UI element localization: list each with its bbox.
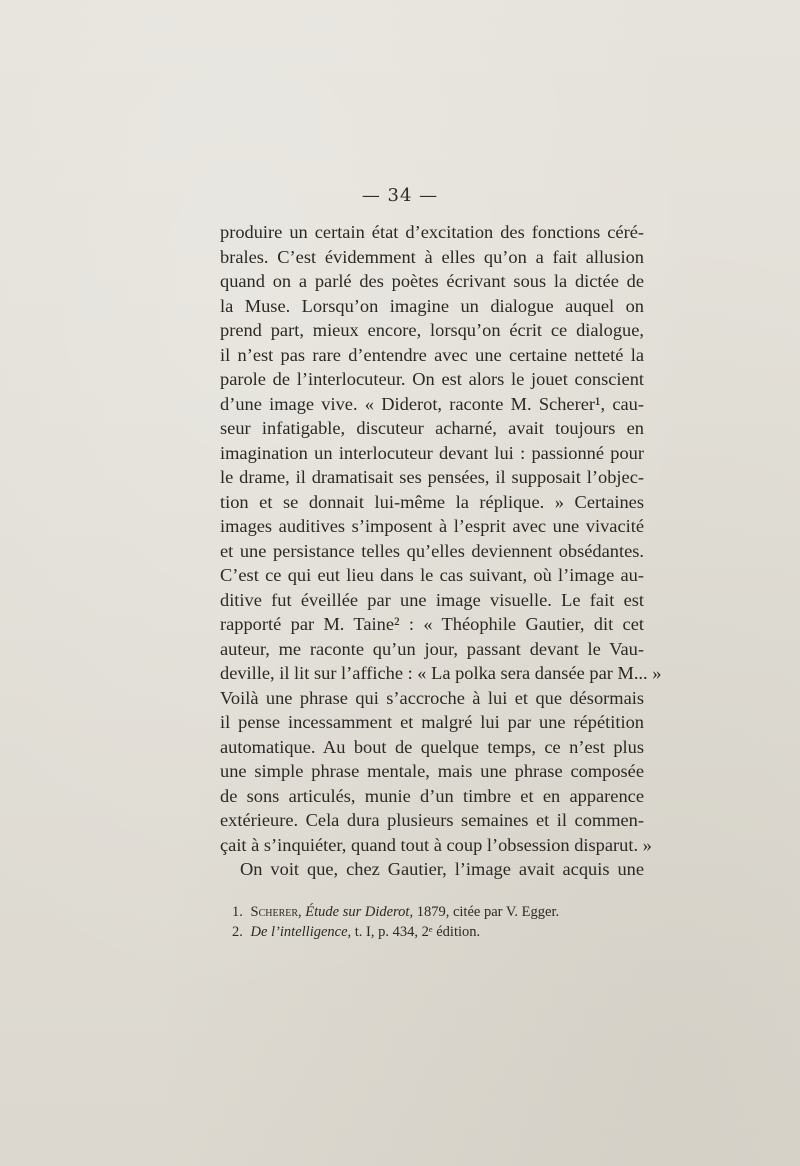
text-line: tion et se donnait lui-même la réplique. » Certaines: [220, 491, 644, 512]
footnote-number: 1.: [232, 904, 243, 920]
text-line: la Muse. Lorsqu’on imagine un dialogue auquel on: [220, 295, 644, 316]
text-line-paragraph-start: On voit que, chez Gautier, l’image avait acquis une: [240, 859, 644, 879]
text-line: et une persistance telles qu’elles deviennent obsédantes.: [220, 540, 644, 561]
text-line: prend part, mieux encore, lorsqu’on écrit ce dialogue,: [220, 320, 644, 340]
text-line: imagination un interlocuteur devant lui : passionné pour: [220, 442, 644, 463]
text-line: produire un certain état d’excitation des fonctions céré-: [220, 222, 644, 242]
text-line: parole de l’interlocuteur. On est alors le jouet conscient: [220, 369, 644, 389]
text-line: d’une image vive. « Diderot, raconte M. Scherer¹, cau-: [220, 393, 644, 414]
text-line: ditive fut éveillée par une image visuelle. Le fait est: [220, 589, 644, 610]
footnote-number: 2.: [232, 924, 243, 940]
text-line: rapporté par M. Taine² : « Théophile Gautier, dit cet: [220, 614, 644, 634]
text-line: il n’est pas rare d’entendre avec une certaine netteté la: [220, 344, 644, 365]
text-line: seur infatigable, discuteur acharné, avait toujours en: [220, 418, 644, 438]
text-line: images auditives s’imposent à l’esprit avec une vivacité: [220, 516, 644, 536]
footnote-1: [232, 902, 652, 922]
footnote-2: [232, 922, 652, 942]
text-line: brales. C’est évidemment à elles qu’on a fait allusion: [220, 246, 644, 267]
footnote-author: Scherer,: [250, 904, 302, 920]
text-line: de sons articulés, munie d’un timbre et en apparence: [220, 785, 644, 806]
text-line: automatique. Au bout de quelque temps, ce n’est plus: [220, 736, 644, 757]
text-line: il pense incessamment et malgré lui par une répétition: [220, 712, 644, 732]
footnote-details: 1879, citée par V. Egger.: [416, 904, 560, 920]
footnotes: [232, 902, 652, 942]
text-line: Voilà une phrase qui s’accroche à lui et que désormais: [220, 687, 644, 708]
text-line: deville, il lit sur l’affiche : « La polka sera dansée par M... »: [220, 663, 662, 683]
footnote-title: De l’intelligence,: [250, 924, 352, 940]
footnote-title: Étude sur Diderot,: [305, 904, 414, 920]
text-line: le drame, il dramatisait ses pensées, il supposait l’objec-: [220, 467, 644, 487]
text-line: quand on a parlé des poètes écrivant sous la dictée de: [220, 271, 644, 291]
text-line: extérieure. Cela dura plusieurs semaines et il commen-: [220, 810, 644, 830]
text-line: une simple phrase mentale, mais une phrase composée: [220, 761, 644, 781]
text-line: C’est ce qui eut lieu dans le cas suivant, où l’image au-: [220, 565, 644, 585]
text-line: çait à s’inquiéter, quand tout à coup l’obsession disparut. »: [220, 834, 652, 855]
body-text: [220, 220, 662, 882]
footnote-details: t. I, p. 434, 2ᵉ édition.: [354, 924, 481, 940]
page-number: — 34 —: [361, 185, 439, 206]
text-line: auteur, me raconte qu’un jour, passant devant le Vau-: [220, 638, 644, 659]
